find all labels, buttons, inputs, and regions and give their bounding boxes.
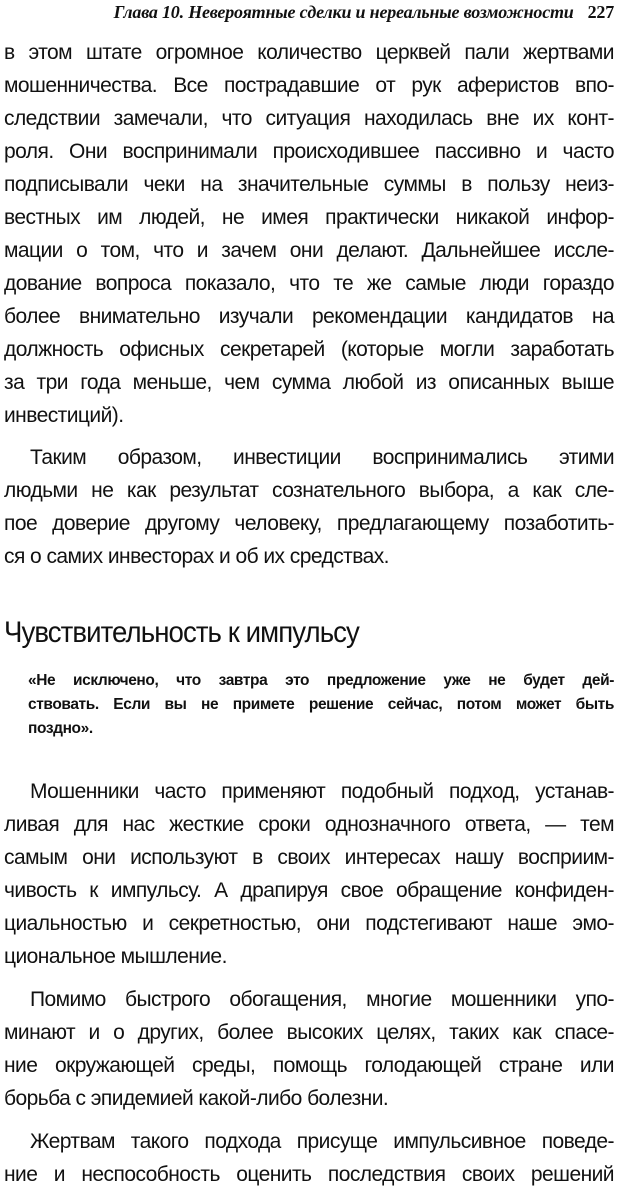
text-line: дование вопроса показало, что те же самые люди гораздо [4, 272, 614, 295]
chapter-title: Глава 10. Невероятные сделки и нереальные возможности [113, 2, 574, 22]
text-line: Помимо быстрого обогащения, многие мошенники упо- [30, 988, 614, 1011]
paragraph-victims-behavior [4, 1125, 614, 1191]
paragraph-investments-trust [4, 441, 614, 573]
text-line: более внимательно изучали рекомендации кандидатов на [4, 305, 614, 328]
text-line: минают и о других, более высоких целях, таких как спасе- [4, 1021, 614, 1044]
epigraph-line: ствовать. Если вы не примете решение сейчас, потом может быть [28, 696, 614, 713]
text-line: инвестиций). [4, 404, 124, 427]
text-line: мации о том, что и зачем они делают. Дальнейшее иссле- [4, 239, 614, 262]
page-number: 227 [587, 2, 614, 22]
epigraph-line: поздно». [28, 720, 93, 737]
text-line: циальностью и секретностью, они подстегивают наше эмо- [4, 912, 614, 935]
text-line: мошенничества. Все пострадавшие от рук аферистов впо- [4, 74, 614, 97]
text-line: самым они используют в своих интересах нашу восприим- [4, 846, 614, 869]
text-line: вестных им людей, не имея практически никакой инфор- [4, 206, 614, 229]
paragraph-higher-goals [4, 983, 614, 1115]
text-line: должность офисных секретарей (которые могли заработать [4, 338, 614, 361]
epigraph-line: «Не исключено, что завтра это предложение уже не будет дей- [28, 672, 614, 689]
section-heading: Чувствительность к импульсу [4, 616, 359, 649]
text-line: пое доверие другому человеку, предлагающему позаботить- [4, 512, 614, 535]
text-line: ние окружающей среды, помощь голодающей стране или [4, 1054, 614, 1077]
text-line: в этом штате огромное количество церквей пали жертвами [4, 41, 614, 64]
text-line: циональное мышление. [4, 945, 227, 968]
text-line: ся о самих инвесторах и об их средствах. [4, 545, 389, 568]
text-line: роля. Они воспринимали происходившее пассивно и часто [4, 140, 614, 163]
text-line: подписывали чеки на значительные суммы в пользу неиз- [4, 173, 614, 196]
text-line: чивость к импульсу. А драпируя свое обращение конфиден- [4, 879, 614, 902]
running-head [4, 0, 614, 36]
section-epigraph [4, 669, 614, 741]
text-line: за три года меньше, чем сумма любой из описанных выше [4, 371, 614, 394]
text-line: ливая для нас жесткие сроки однозначного ответа, — тем [4, 813, 614, 836]
text-line: ние и неспособность оценить последствия своих решений [4, 1163, 614, 1186]
paragraph-church-fraud [4, 36, 614, 432]
text-line: людьми не как результат сознательного выбора, а как сле- [4, 479, 614, 502]
text-line: Жертвам такого подхода присуще импульсивное поведе- [30, 1130, 614, 1153]
text-line: следствии замечали, что ситуация находилась вне их конт- [4, 107, 614, 130]
text-line: Таким образом, инвестиции воспринимались этими [30, 446, 614, 469]
text-line: борьба с эпидемией какой-либо болезни. [4, 1087, 389, 1110]
text-line: Мошенники часто применяют подобный подход, устанав- [30, 780, 614, 803]
paragraph-deadlines [4, 775, 614, 973]
